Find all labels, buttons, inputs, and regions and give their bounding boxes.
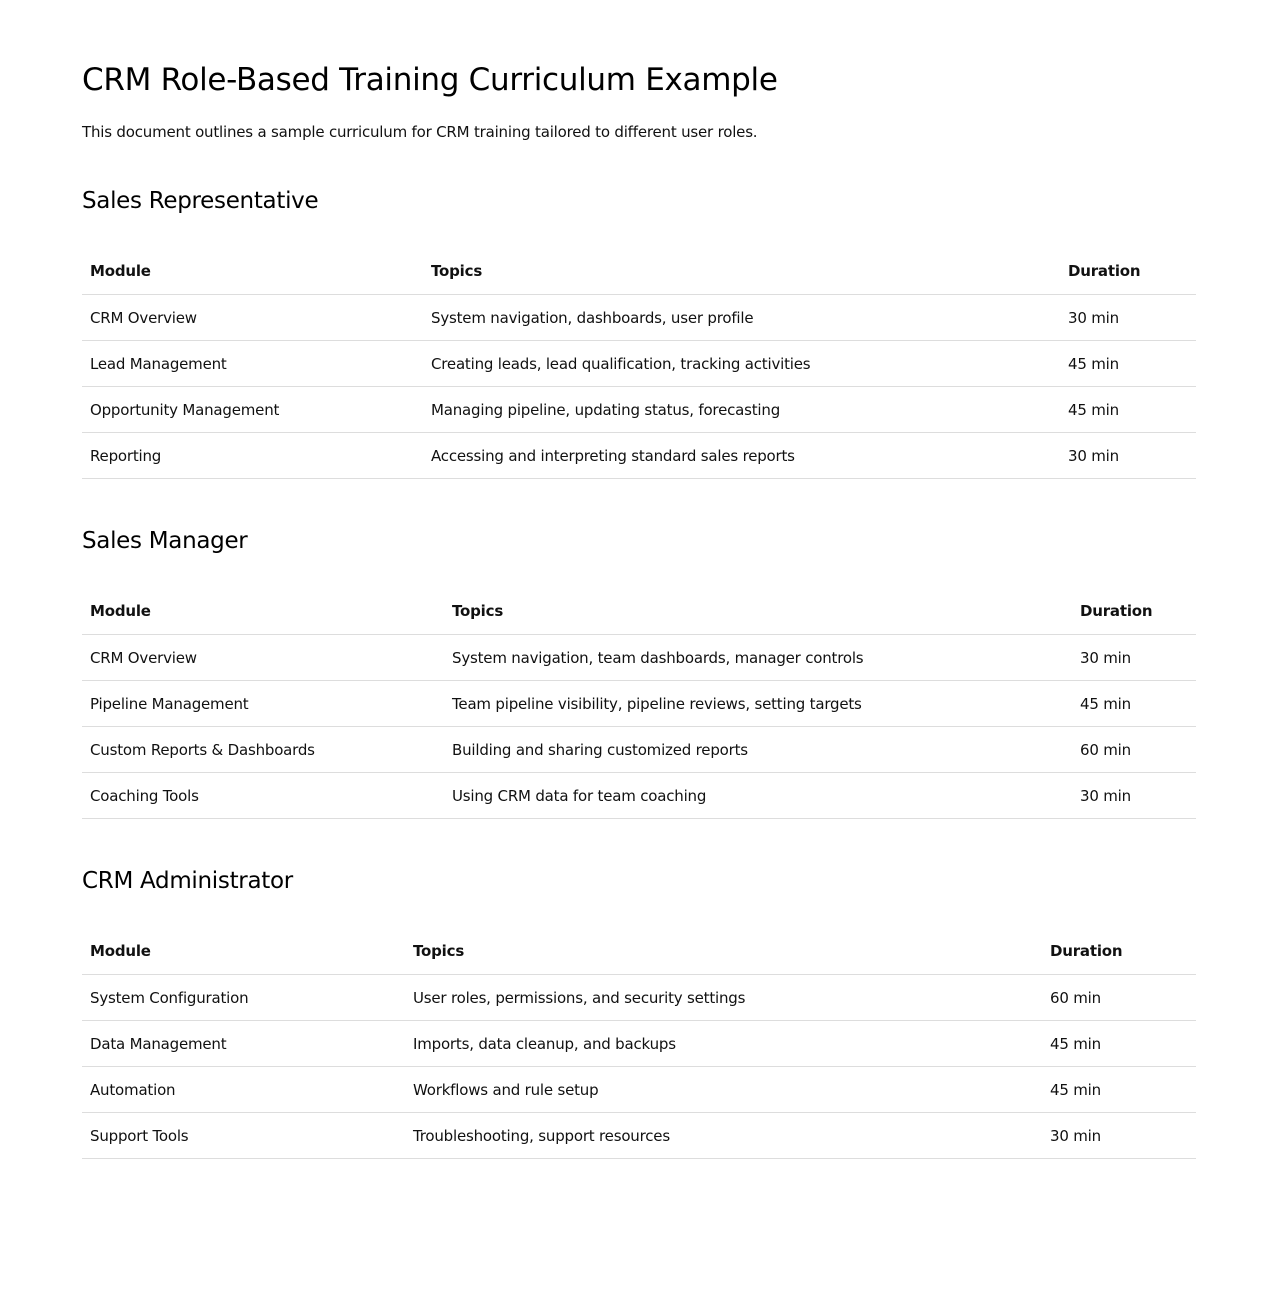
topics-cell: Creating leads, lead qualification, tracking activities — [423, 341, 1060, 387]
column-header-topics: Topics — [405, 928, 1042, 975]
duration-cell: 30 min — [1042, 1113, 1196, 1159]
duration-cell: 45 min — [1042, 1021, 1196, 1067]
table-header-row — [82, 588, 1196, 635]
module-cell: System Configuration — [82, 975, 405, 1021]
topics-cell: System navigation, dashboards, user profile — [423, 295, 1060, 341]
module-cell: CRM Overview — [82, 635, 444, 681]
column-header-duration: Duration — [1042, 928, 1196, 975]
topics-cell: Workflows and rule setup — [405, 1067, 1042, 1113]
table-row — [82, 635, 1196, 681]
table-row — [82, 1067, 1196, 1113]
table-row — [82, 433, 1196, 479]
column-header-topics: Topics — [444, 588, 1072, 635]
module-cell: Coaching Tools — [82, 773, 444, 819]
duration-cell: 45 min — [1060, 387, 1196, 433]
duration-cell: 60 min — [1072, 727, 1196, 773]
topics-cell: Imports, data cleanup, and backups — [405, 1021, 1042, 1067]
table-row — [82, 975, 1196, 1021]
section-sales-representative — [82, 184, 1196, 479]
section-heading: CRM Administrator — [82, 868, 293, 894]
table-row — [82, 773, 1196, 819]
section-heading: Sales Representative — [82, 188, 319, 214]
section-crm-administrator — [82, 864, 1196, 1159]
duration-cell: 45 min — [1060, 341, 1196, 387]
curriculum-table — [82, 588, 1196, 819]
section-sales-manager — [82, 524, 1196, 819]
duration-cell: 30 min — [1060, 433, 1196, 479]
module-cell: Custom Reports & Dashboards — [82, 727, 444, 773]
duration-cell: 30 min — [1072, 635, 1196, 681]
topics-cell: Building and sharing customized reports — [444, 727, 1072, 773]
topics-cell: Troubleshooting, support resources — [405, 1113, 1042, 1159]
module-cell: Pipeline Management — [82, 681, 444, 727]
table-header-row — [82, 928, 1196, 975]
topics-cell: Managing pipeline, updating status, forecasting — [423, 387, 1060, 433]
table-row — [82, 681, 1196, 727]
table-row — [82, 1113, 1196, 1159]
duration-cell: 45 min — [1072, 681, 1196, 727]
module-cell: CRM Overview — [82, 295, 423, 341]
duration-cell: 45 min — [1042, 1067, 1196, 1113]
table-row — [82, 387, 1196, 433]
column-header-duration: Duration — [1072, 588, 1196, 635]
column-header-module: Module — [82, 928, 405, 975]
page-title: CRM Role-Based Training Curriculum Example — [82, 62, 778, 98]
column-header-duration: Duration — [1060, 248, 1196, 295]
topics-cell: System navigation, team dashboards, manager controls — [444, 635, 1072, 681]
duration-cell: 30 min — [1060, 295, 1196, 341]
table-row — [82, 727, 1196, 773]
column-header-module: Module — [82, 248, 423, 295]
intro-paragraph: This document outlines a sample curriculum for CRM training tailored to different user roles. — [82, 123, 758, 141]
module-cell: Data Management — [82, 1021, 405, 1067]
column-header-topics: Topics — [423, 248, 1060, 295]
table-header-row — [82, 248, 1196, 295]
module-cell: Opportunity Management — [82, 387, 423, 433]
table-row — [82, 1021, 1196, 1067]
duration-cell: 30 min — [1072, 773, 1196, 819]
module-cell: Lead Management — [82, 341, 423, 387]
module-cell: Reporting — [82, 433, 423, 479]
duration-cell: 60 min — [1042, 975, 1196, 1021]
table-row — [82, 295, 1196, 341]
topics-cell: Team pipeline visibility, pipeline reviews, setting targets — [444, 681, 1072, 727]
topics-cell: User roles, permissions, and security settings — [405, 975, 1042, 1021]
topics-cell: Accessing and interpreting standard sales reports — [423, 433, 1060, 479]
module-cell: Automation — [82, 1067, 405, 1113]
section-heading: Sales Manager — [82, 528, 248, 554]
module-cell: Support Tools — [82, 1113, 405, 1159]
table-row — [82, 341, 1196, 387]
curriculum-table — [82, 248, 1196, 479]
topics-cell: Using CRM data for team coaching — [444, 773, 1072, 819]
column-header-module: Module — [82, 588, 444, 635]
curriculum-table — [82, 928, 1196, 1159]
